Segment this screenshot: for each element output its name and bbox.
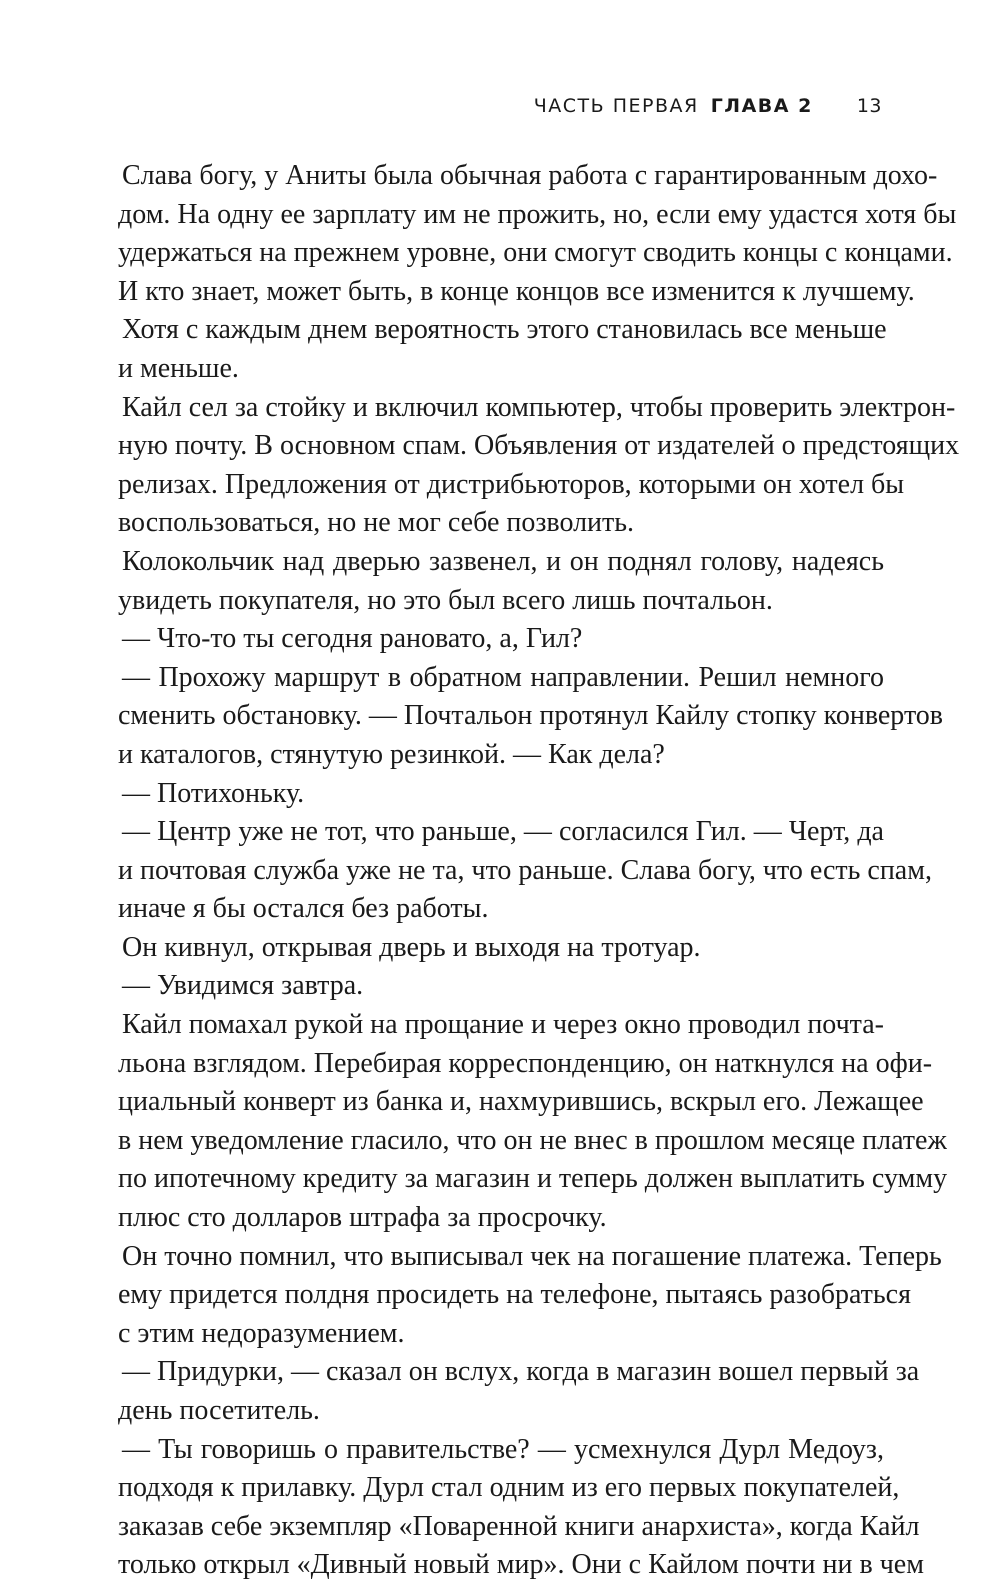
paragraph [118,775,884,814]
paragraph [118,813,932,929]
text-line: Кайл помахал рукой на прощание и через окно проводил почта- [122,1009,884,1041]
text-line: заказав себе экземпляр «Поваренной книги анархиста», когда Кайл [118,1510,920,1542]
text-line: сменить обстановку. — Почтальон протянул Кайлу стопку конвертов [118,700,944,732]
text-line: — Потихоньку. [122,777,305,809]
paragraph [118,659,944,775]
running-header [534,95,882,117]
chapter-title: ГЛАВА 2 [710,95,813,117]
text-line: и почтовая служба уже не та, что раньше. Слава богу, что есть спам, [118,854,932,886]
text-line: по ипотечному кредиту за магазин и теперь должен выплатить сумму [118,1163,948,1195]
text-line: ную почту. В основном спам. Объявления от издателей о предстоящих [118,430,960,462]
paragraph [118,1353,920,1430]
text-line: день посетитель. [118,1395,320,1426]
text-line: увидеть покупателя, но это был всего лишь почтальон. [118,584,773,616]
text-line: Хотя с каждым днем вероятность этого становилась все меньше [122,314,887,346]
part-title: ЧАСТЬ ПЕРВАЯ [533,95,699,117]
text-line: релизах. Предложения от дистрибьюторов, которыми он хотел бы [118,468,905,500]
text-line: Колокольчик над дверью зазвенел, и он поднял голову, надеясь [122,545,884,577]
text-line: в нем уведомление гласило, что он не внес в прошлом месяце платеж [118,1124,947,1156]
text-line: — Прохожу маршрут в обратном направлении. Решил немного [122,661,884,693]
text-line: плюс сто долларов штрафа за просрочку. [118,1202,607,1234]
text-line: — Центр уже не тот, что раньше, — согласился Гил. — Черт, да [122,816,884,848]
text-line: Он точно помнил, что выписывал чек на погашение платежа. Теперь [122,1240,942,1272]
text-line: И кто знает, может быть, в конце концов все изменится к лучшему. [118,275,915,307]
paragraph [118,929,884,968]
paragraph [118,620,884,659]
paragraph [118,1006,948,1238]
text-line: льона взглядом. Перебирая корреспонденцию, он наткнулся на офи- [118,1047,933,1079]
text-line: воспользоваться, но не мог себе позволить. [118,507,635,539]
text-line: циальный конверт из банка и, нахмурившись, вскрыл его. Лежащее [118,1086,924,1118]
text-line: — Придурки, — сказал он вслух, когда в магазин вошел первый за [122,1356,920,1388]
text-line: Он кивнул, открывая дверь и выходя на тротуар. [122,931,701,963]
text-line: — Что-то ты сегодня рановато, а, Гил? [122,623,583,655]
page-number: 13 [856,95,882,117]
text-line: — Увидимся завтра. [122,970,364,1002]
text-line: — Ты говоришь о правительстве? — усмехнулся Дурл Медоуз, [122,1433,884,1465]
text-line: дом. На одну ее зарплату им не прожить, но, если ему удастся хотя бы [118,198,957,230]
text-line: подходя к прилавку. Дурл стал одним из его первых покупателей, [118,1472,900,1504]
text-line: ему придется полдня просидеть на телефоне, пытаясь разобраться [118,1279,911,1311]
text-line: и каталогов, стянутую резинкой. — Как дела? [118,738,665,770]
text-line: удержаться на прежнем уровне, они смогут сводить концы с концами. [118,237,953,269]
text-line: только открыл «Дивный новый мир». Они с Кайлом почти ни в чем [118,1549,924,1581]
paragraph [118,967,884,1006]
paragraph [118,311,887,388]
paragraph [118,1238,942,1354]
text-line: с этим недоразумением. [118,1317,405,1349]
paragraph [118,157,957,311]
text-line: и меньше. [118,352,239,384]
paragraph [118,543,884,620]
body-text [118,157,960,1585]
text-line: Кайл сел за стойку и включил компьютер, чтобы проверить электрон- [122,391,956,423]
text-line: Слава богу, у Аниты была обычная работа с гарантированным дохо- [122,160,938,191]
text-line: иначе я бы остался без работы. [118,893,489,925]
paragraph [118,389,960,543]
